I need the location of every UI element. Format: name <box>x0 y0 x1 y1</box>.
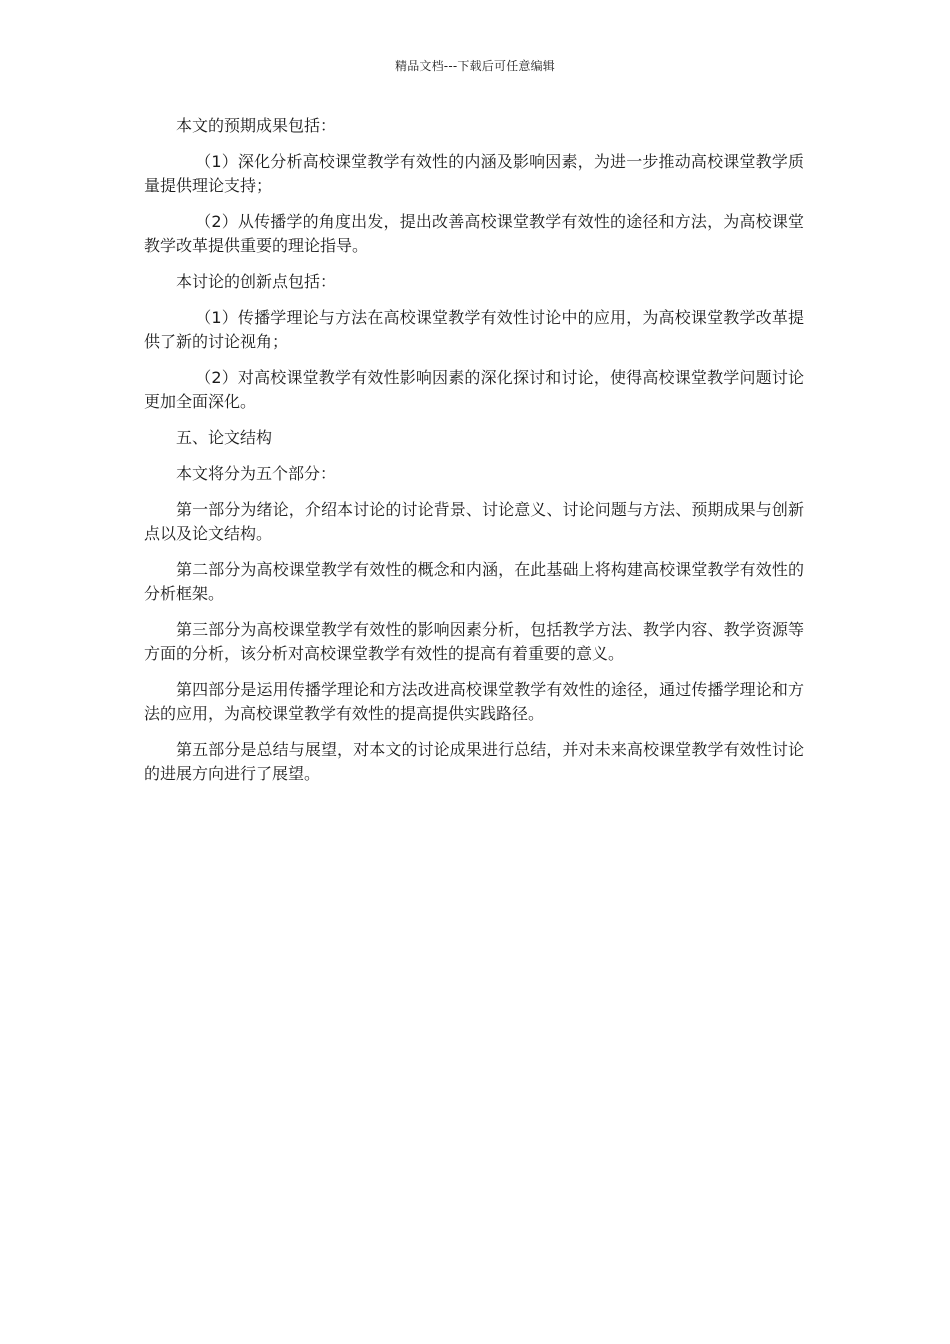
paragraph-part-1: 第一部分为绪论，介绍本讨论的讨论背景、讨论意义、讨论问题与方法、预期成果与创新点以及论文结构。 <box>144 500 804 543</box>
header-note: 精品文档---下载后可任意编辑 <box>395 59 555 73</box>
paragraph-part-5: 第五部分是总结与展望，对本文的讨论成果进行总结，并对未来高校课堂教学有效性讨论的进展方向进行了展望。 <box>144 740 804 783</box>
paragraph-innovation-2: （2）对高校课堂教学有效性影响因素的深化探讨和讨论，使得高校课堂教学问题讨论更加全面深化。 <box>144 368 804 411</box>
document-body <box>144 114 804 798</box>
paragraph-part-3: 第三部分为高校课堂教学有效性的影响因素分析，包括教学方法、教学内容、教学资源等方面的分析，该分析对高校课堂教学有效性的提高有着重要的意义。 <box>144 620 804 663</box>
section-heading-thesis-structure: 五、论文结构 <box>176 428 273 447</box>
paragraph-expected-result-1: （1）深化分析高校课堂教学有效性的内涵及影响因素，为进一步推动高校课堂教学质量提供理论支持； <box>144 152 804 195</box>
paragraph-structure-intro: 本文将分为五个部分： <box>176 464 337 483</box>
paragraph-part-2: 第二部分为高校课堂教学有效性的概念和内涵，在此基础上将构建高校课堂教学有效性的分析框架。 <box>144 560 804 603</box>
paragraph-part-4: 第四部分是运用传播学理论和方法改进高校课堂教学有效性的途径，通过传播学理论和方法的应用，为高校课堂教学有效性的提高提供实践路径。 <box>144 680 804 723</box>
paragraph-expected-results-intro: 本文的预期成果包括： <box>176 116 337 135</box>
paragraph-expected-result-2: （2）从传播学的角度出发，提出改善高校课堂教学有效性的途径和方法，为高校课堂教学改革提供重要的理论指导。 <box>144 212 804 255</box>
paragraph-innovation-1: （1）传播学理论与方法在高校课堂教学有效性讨论中的应用，为高校课堂教学改革提供了新的讨论视角； <box>144 308 804 351</box>
paragraph-innovation-intro: 本讨论的创新点包括： <box>176 272 337 291</box>
